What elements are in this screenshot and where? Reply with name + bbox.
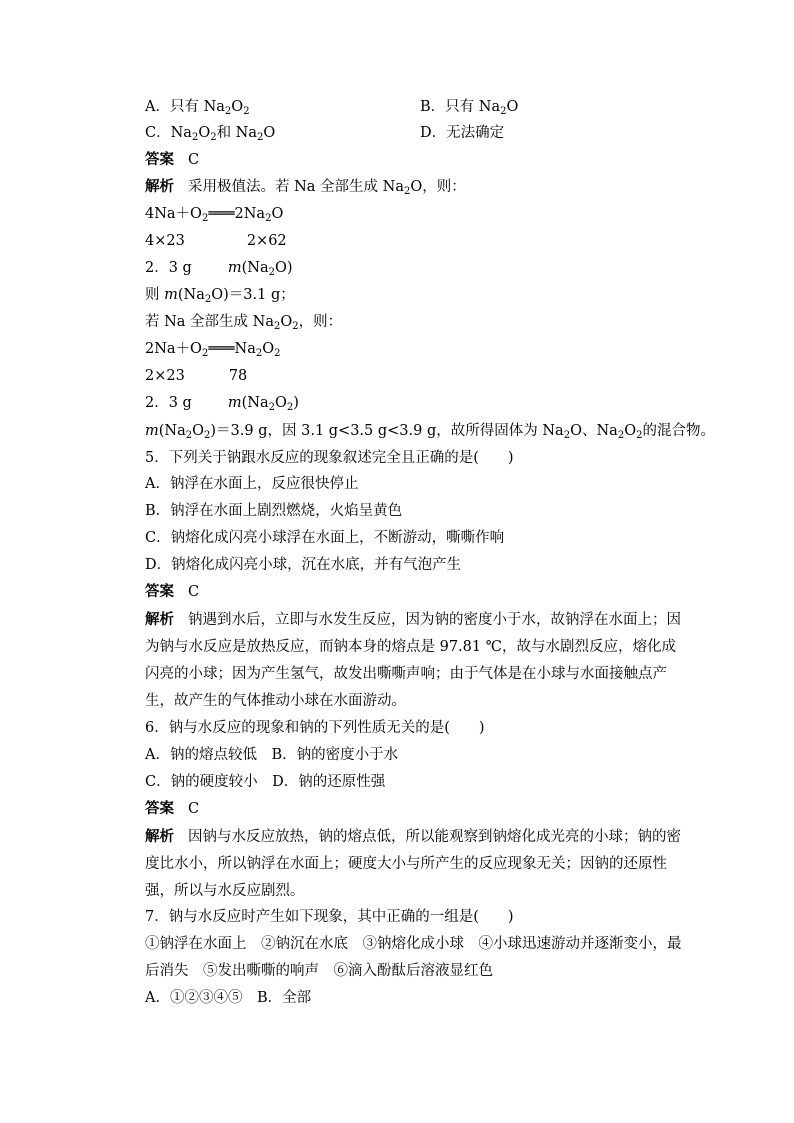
q4-mass-1: 2．3 g $m(Na_2O)$	[145, 260, 293, 278]
q5-option-c: C．钠熔化成闪亮小球浮在水面上，不断游动，嘶嘶作响	[145, 530, 505, 546]
q4-option-c: C．$Na_2O_2$和 $Na_2O$	[145, 125, 276, 143]
q6-options-cd: C．钠的硬度较小 D．钠的还原性强	[145, 774, 386, 790]
analysis-label: 解析	[145, 828, 174, 845]
answer-label: 答案	[145, 583, 174, 600]
q5-analysis	[145, 606, 685, 715]
q4-stoich-2: 2×23 78	[145, 368, 248, 384]
q4-result-1: 则 $m(Na_2O)=3.1$ g；	[145, 287, 295, 305]
answer-label: 答案	[145, 151, 174, 168]
q6-analysis	[145, 823, 685, 905]
analysis-text: 因钠与水反应放热，钠的熔点低，所以能观察到钠熔化成光亮的小球；钠的密度比水小，所以钠浮在水面上；硬度大小与所产生的反应现象无关；因钠的还原性强，所以与水反应剧烈。	[145, 829, 681, 899]
answer-value: C	[188, 801, 200, 817]
answer-label: 答案	[145, 800, 174, 817]
q6-options-ab: A．钠的熔点较低 B．钠的密度小于水	[145, 747, 399, 763]
q4-option-d: D．无法确定	[420, 125, 505, 141]
q4-equation-2: $2Na+O_2═══Na_2O_2$	[145, 341, 281, 359]
analysis-label: 解析	[145, 611, 174, 628]
q4-stoich-1: 4×23 2×62	[145, 233, 287, 249]
q4-option-a: A．只有 $Na_2O_2$	[145, 99, 250, 117]
q4-conclusion: $m(Na_2O_2)=3.9$ g，因 3.1 g<3.5 g<3.9 g，故所得固体为 $Na_2O$、$Na_2O_2$的混合物。	[145, 423, 715, 441]
q4-option-b: B．只有 $Na_2O$	[420, 99, 519, 117]
q7-items: ①钠浮在水面上 ②钠沉在水底 ③钠熔化成小球 ④小球迅速游动并逐渐变小，最后消失 ⑤发出嘶嘶的响声 ⑥滴入酚酞后溶液显红色	[145, 936, 682, 979]
q7-options-ab: A．①②③④⑤ B．全部	[145, 990, 312, 1006]
q4-mass-2: 2．3 g $m(Na_2O_2)$	[145, 395, 299, 413]
q7-stem: 7．钠与水反应时产生如下现象，其中正确的一组是( )	[145, 909, 514, 925]
analysis-text: 钠遇到水后，立即与水发生反应，因为钠的密度小于水，故钠浮在水面上；因为钠与水反应是放热反应，而钠本身的熔点是 97.81 ℃，故与水剧烈反应，熔化成闪亮的小球；因为产生氢气，故发出嘶嘶声响；由于气体是在小球与水面接触点产生，故产生的气体推动小球在水面游动。	[145, 612, 681, 709]
q5-stem: 5．下列关于钠跟水反应的现象叙述完全且正确的是( )	[145, 450, 514, 466]
answer-value: C	[188, 584, 200, 600]
q4-equation-1: $4Na+O_2═══2Na_2O$	[145, 206, 284, 224]
analysis-label: 解析	[145, 178, 174, 195]
q4-analysis-line-6: 若 Na 全部生成 $Na_2O_2$，则：	[145, 314, 343, 332]
answer-value: C	[188, 152, 200, 168]
q5-option-d: D．钠熔化成闪亮小球，沉在水底，并有气泡产生	[145, 557, 462, 573]
q6-answer	[145, 796, 690, 822]
q4-answer	[145, 147, 690, 173]
q5-answer	[145, 579, 690, 605]
q5-option-a: A．钠浮在水面上，反应很快停止	[145, 476, 359, 492]
q6-stem: 6．钠与水反应的现象和钠的下列性质无关的是( )	[145, 720, 485, 736]
q4-analysis-line-1: 解析 采用极值法。若 Na 全部生成 $Na_2O$，则：	[145, 178, 466, 197]
q5-option-b: B．钠浮在水面上剧烈燃烧，火焰呈黄色	[145, 503, 403, 519]
